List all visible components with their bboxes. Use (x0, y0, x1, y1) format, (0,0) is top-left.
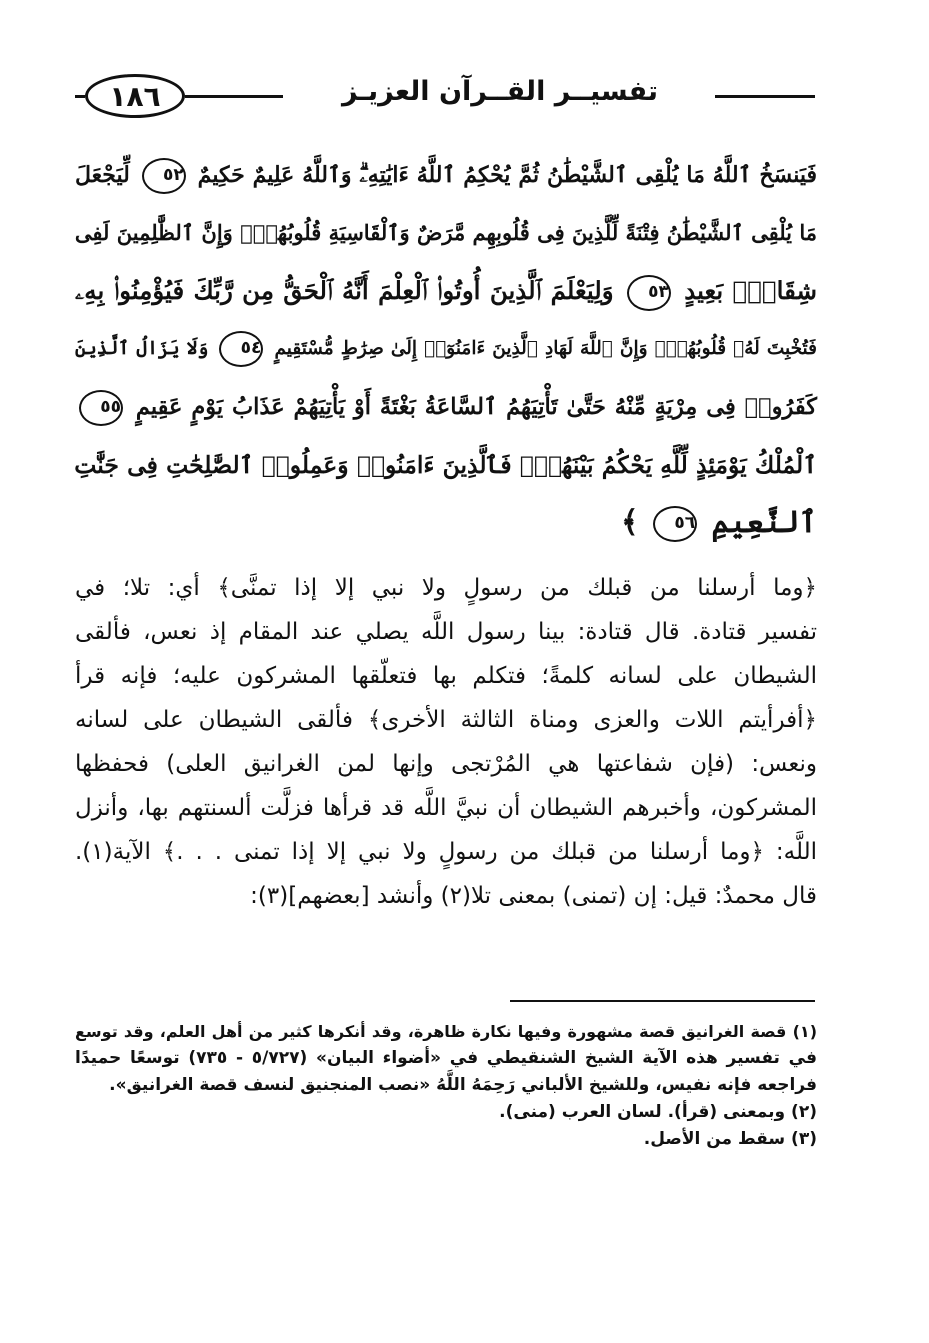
verse-line: ٱلْمُلْكُ يَوْمَئِذٍ لِّلَّهِ يَحْكُمُ بَيْنَهُمْۚ فَٱلَّذِينَ ءَامَنُوا۟ وَعَمِلُوا۟ ٱلصَّٰلِحَٰتِ فِى جَنَّٰتِ (74, 451, 817, 479)
footnote-line: (٢) وبمعنى (قرأ). لسان العرب (منى). (499, 1102, 817, 1122)
footnote-line: (٣) سقط من الأصل. (643, 1129, 817, 1149)
quran-verses (75, 146, 817, 552)
footnote-separator (510, 1000, 815, 1002)
header-rule-left (75, 95, 85, 98)
commentary-line: تفسير قتادة. قال قتادة: بينا رسول اللَّه يصلي عند المقام إذ نعس، فألقى (75, 619, 817, 645)
footnote-line: فراجعه فإنه نفيس، وللشيخ الألباني رَحِمَهُ اللَّهُ «نصب المنجنيق لنسف قصة الغرانيق». (109, 1075, 817, 1095)
header-rule-right (715, 95, 815, 98)
ayah-number-marker: ٥٥ (79, 390, 123, 426)
commentary-line: الشيطان على لسانه كلمةً؛ فتكلم بها فتعلّقها المشركون عليه؛ فإنه قرأ (75, 663, 817, 689)
commentary-line: اللَّه: ﴿وما أرسلنا من قبلك من رسولٍ ولا نبي إلا إذا تمنى . . .﴾ الآية(١). (75, 839, 817, 865)
commentary-line: ﴿وما أرسلنا من قبلك من رسولٍ ولا نبي إلا إذا تمنَّى﴾ أي: تلا؛ في (75, 575, 817, 601)
running-title: تفسيــر القــرآن العزيـز (341, 76, 659, 107)
page-header (75, 66, 815, 126)
verse-line: فَتُخْبِتَ لَهُۥ قُلُوبُهُمْۗ وَإِنَّ ٱللَّهَ لَهَادِ ٱلَّذِينَ ءَامَنُوٓا۟ إِلَىٰ صِرَٰطٍ مُّسْتَقِيمٍ ٥٤ وَلَا يَزَالُ ٱلَّذِينَ (75, 320, 817, 378)
commentary-line: ونعس: (فإن شفاعتها هي المُرْتجى وإنها لمن الغرانيق العلى) فحفظها (75, 751, 817, 777)
verse-line: فَيَنسَخُ ٱللَّهُ مَا يُلْقِى ٱلشَّيْطَٰنُ ثُمَّ يُحْكِمُ ٱللَّهُ ءَايَٰتِهِۦۗ وَٱللَّهُ عَلِيمٌ حَكِيمٌ ٥٢ لِّيَجْعَلَ (75, 146, 817, 204)
verse-line: مَا يُلْقِى ٱلشَّيْطَٰنُ فِتْنَةً لِّلَّذِينَ فِى قُلُوبِهِم مَّرَضٌ وَٱلْقَاسِيَةِ قُلُوبُهُمْۗ وَإِنَّ ٱلظَّٰلِمِينَ لَفِى (74, 220, 817, 245)
commentary-line: المشركون، وأخبرهم الشيطان أن نبيَّ اللَّه قد قرأها فزلَّت ألسنتهم بها، وأنزل (75, 795, 817, 821)
ayah-number-marker: ٥٢ (142, 158, 186, 194)
commentary-text (75, 566, 817, 918)
verse-line: كَفَرُوا۟ فِى مِرْيَةٍ مِّنْهُ حَتَّىٰ تَأْتِيَهُمُ ٱلسَّاعَةُ بَغْتَةً أَوْ يَأْتِيَهُمْ عَذَابُ يَوْمٍ عَقِيمٍ ٥٥ (75, 378, 817, 436)
footnotes (75, 1018, 817, 1153)
header-rule-middle (185, 95, 283, 98)
footnote-line: (١) قصة الغرانيق قصة مشهورة وفيها نكارة ظاهرة، وقد أنكرها كثير من أهل العلم، وقد توسع (75, 1022, 817, 1041)
ayah-number-marker: ٥٤ (219, 331, 263, 367)
verse-line: شِقَاقٍۭ بَعِيدٍ ٥٣ وَلِيَعْلَمَ ٱلَّذِينَ أُوتُوا۟ ٱلْعِلْمَ أَنَّهُ ٱلْحَقُّ مِن رَّبِّكَ فَيُؤْمِنُوا۟ بِهِۦ (75, 262, 817, 320)
ayah-number-marker: ٥٦ (653, 506, 697, 542)
footnote-line: في تفسير هذه الآية الشيخ الشنقيطي في «أضواء البيان» (٥/٧٢٧ - ٧٣٥) توسعًا حميدًا (75, 1048, 817, 1068)
verse-line: ٱلنَّعِيمِ ٥٦ ﴾ (621, 505, 817, 540)
page-number: ١٨٦ (85, 74, 185, 118)
commentary-line: ﴿أفرأيتم اللات والعزى ومناة الثالثة الأخرى﴾ فألقى الشيطان على لسانه (75, 707, 817, 733)
ayah-number-marker: ٥٣ (627, 275, 671, 311)
commentary-line: قال محمدٌ: قيل: إن (تمنى) بمعنى تلا(٢) وأنشد [بعضهم](٣): (250, 883, 817, 909)
